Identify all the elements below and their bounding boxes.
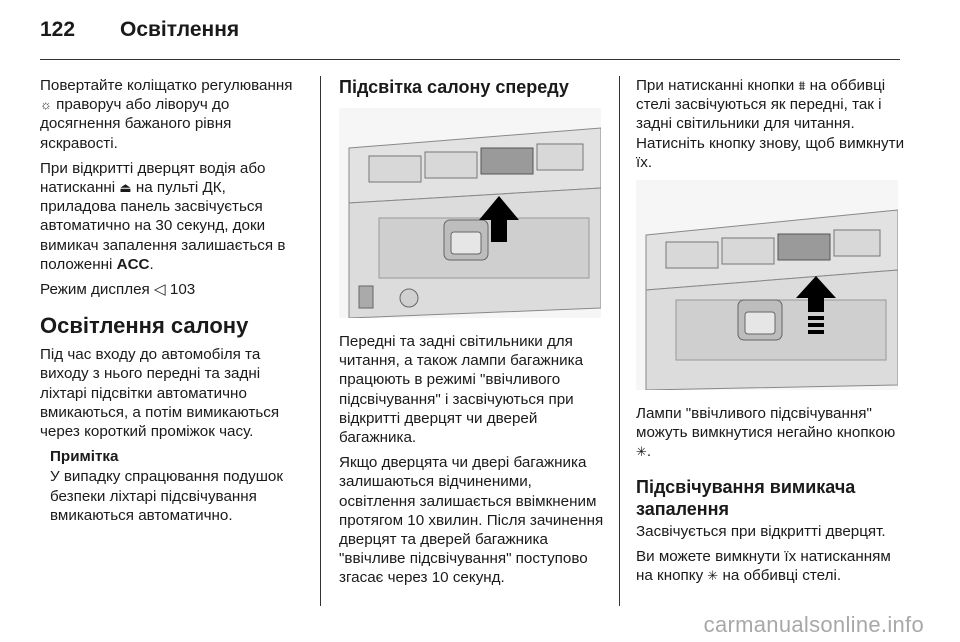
column-divider [619, 76, 620, 606]
page-reference-link[interactable]: ◁ 103 [153, 281, 196, 299]
reading-lamp-paragraph: При натисканні кнопки ⩩ на оббивці стелі засвічуються як передні, так і задні світильники для читання. Натисніть кнопку знову, щоб вимкнути їх. [636, 77, 905, 171]
page-number: 122 [40, 18, 76, 41]
courtesy-off-icon: ✳ [707, 568, 719, 584]
column-2 [339, 76, 605, 594]
section-heading-interior-lighting: Освітлення салону [40, 313, 249, 339]
note-box [40, 447, 302, 525]
ignition-off-paragraph: Ви можете вимкнути їх натисканням на кнопку ✳ на оббивці стелі. [636, 547, 891, 585]
ignition-light-paragraph: Засвічується при відкритті дверцят. [636, 522, 886, 540]
timeout-paragraph: Якщо дверцята чи двері багажника залишаються відчиненими, освітлення залишається ввімкненим протягом 10 хвилин. Після зачинення дверцят та дверей багажника "ввічливе підсвічування" поступово згасає через 10 секунд. [339, 454, 604, 587]
front-console-illustration [339, 108, 601, 318]
courtesy-off-paragraph: Лампи "ввічливого підсвічування" можуть вимкнутися негайно кнопкою ✳. [636, 405, 896, 461]
column-3 [636, 76, 906, 591]
section-heading-ignition-lighting: Підсвічування вимикача запалення [636, 476, 856, 519]
column-1 [40, 76, 302, 525]
door-open-paragraph: При відкритті дверцят водія або натисканні ⏏ на пульті ДК, приладова панель засвічується автоматично на 30 секунд, доки вимикач запалення залишається в положенні ACC. [40, 159, 286, 273]
entry-lighting-paragraph: Під час входу до автомобіля та виходу з нього передні та задні ліхтарі підсвітки автоматично вмикаються, а потім вимикаються через короткий проміжок часу. [40, 346, 280, 441]
watermark: carmanualsonline.info [703, 612, 924, 637]
chapter-title: Освітлення [120, 18, 240, 41]
note-text: У випадку спрацювання подушок безпеки ліхтарі підсвічування вмикаються автоматично. [50, 468, 284, 524]
dimmer-paragraph: Повертайте коліщатко регулювання ☼ праворуч або ліворуч до досягнення бажаного рівня яскравості. [40, 77, 293, 152]
acc-label: ACC [116, 255, 150, 273]
header-rule [40, 59, 900, 60]
note-title: Примітка [50, 448, 119, 466]
page-header [40, 18, 900, 58]
reading-lamp-icon: ⩩ [798, 78, 806, 93]
courtesy-lighting-paragraph: Передні та задні світильники для читання, а також лампи багажника працюють в режимі "ввічливого підсвічування" і засвічуються при відкритті дверцят чи дверей багажника. [339, 333, 584, 447]
courtesy-off-icon: ✳ [636, 444, 647, 460]
column-divider [320, 76, 321, 606]
section-heading-front-lighting: Підсвітка салону спереду [339, 77, 569, 97]
rear-console-illustration [636, 180, 898, 390]
brightness-icon: ☼ [40, 97, 52, 113]
remote-unlock-icon: ⏏ [119, 180, 132, 196]
display-mode-paragraph: Режим дисплея ◁ 103 [40, 281, 196, 299]
